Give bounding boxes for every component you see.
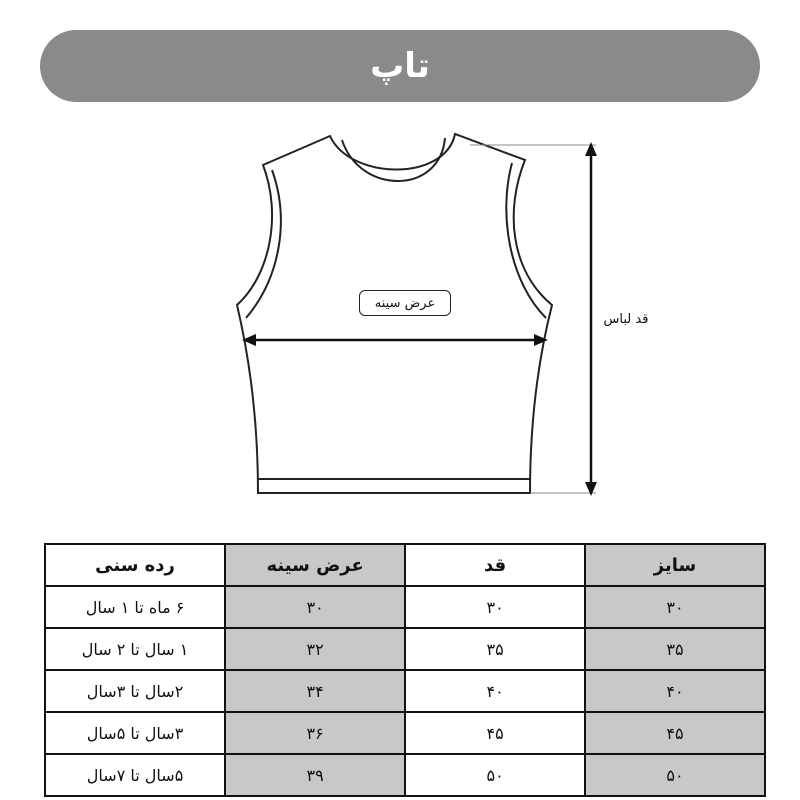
- cell-chest: ۳۹: [225, 754, 405, 796]
- header-chest: عرض سینه: [225, 544, 405, 586]
- size-table: [44, 543, 766, 797]
- cell-chest: ۳۲: [225, 628, 405, 670]
- length-arrow-bottom-head: [585, 482, 597, 496]
- cell-chest: ۳۴: [225, 670, 405, 712]
- cell-age: ۲سال تا ۳سال: [45, 670, 225, 712]
- cell-size: ۳۰: [585, 586, 765, 628]
- cell-size: ۴۵: [585, 712, 765, 754]
- cell-age: ۳سال تا ۵سال: [45, 712, 225, 754]
- cell-age: ۵سال تا ۷سال: [45, 754, 225, 796]
- table-row: [45, 712, 765, 754]
- cell-size: ۳۵: [585, 628, 765, 670]
- garment-length-label: قد لباس: [603, 312, 649, 327]
- table-row: [45, 586, 765, 628]
- chest-width-label: عرض سینه: [359, 290, 451, 316]
- cell-length: ۴۰: [405, 670, 585, 712]
- cell-length: ۳۰: [405, 586, 585, 628]
- cell-size: ۵۰: [585, 754, 765, 796]
- cell-age: ۱ سال تا ۲ سال: [45, 628, 225, 670]
- cell-chest: ۳۰: [225, 586, 405, 628]
- page-title: تاپ: [370, 46, 430, 86]
- cell-length: ۳۵: [405, 628, 585, 670]
- header-size: سایز: [585, 544, 765, 586]
- cell-chest: ۳۶: [225, 712, 405, 754]
- table-row: [45, 754, 765, 796]
- length-arrow-top-head: [585, 142, 597, 156]
- header-age: رده سنی: [45, 544, 225, 586]
- cell-age: ۶ ماه تا ۱ سال: [45, 586, 225, 628]
- cell-length: ۴۵: [405, 712, 585, 754]
- header-length: قد: [405, 544, 585, 586]
- cell-length: ۵۰: [405, 754, 585, 796]
- table-header-row: [45, 544, 765, 586]
- table-row: [45, 670, 765, 712]
- table-row: [45, 628, 765, 670]
- cell-size: ۴۰: [585, 670, 765, 712]
